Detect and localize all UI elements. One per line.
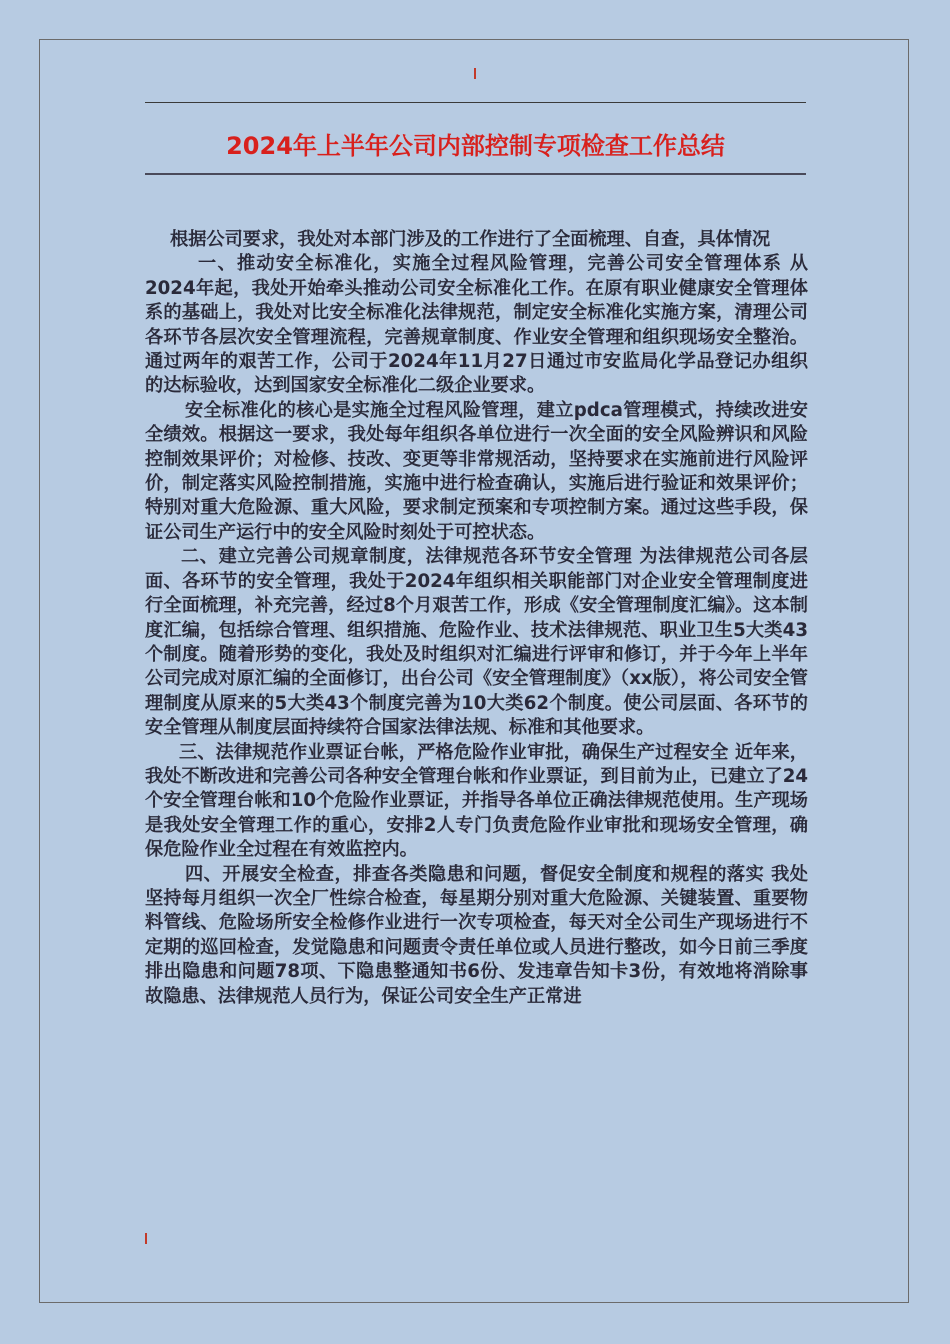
document-body — [145, 228, 808, 1009]
paragraph-section-4: 四、开展安全检查，排查各类隐患和问题，督促安全制度和规程的落实 我处坚持每月组织一次全厂性综合检查，每星期分别对重大危险源、关键装置、重要物料管线、危险场所安全检修作业进行一次专项检查，每天对全公司生产现场进行不定期的巡回检查，发觉隐患和问题责令责任单位或人员进行整改，如今日前三季度排出隐患和问题78项、下隐患整通知书6份、发违章告知卡3份，有效地将消除事故隐患、法律规范人员行为，保证公司安全生产正常进 — [145, 863, 808, 1007]
paragraph-intro: 根据公司要求，我处对本部门涉及的工作进行了全面梳理、自查，具体情况 — [170, 229, 771, 250]
paragraph-section-1: 一、推动安全标准化，实施全过程风险管理，完善公司安全管理体系 从2024年起，我处开始牵头推动公司安全标准化工作。在原有职业健康安全管理体系的基础上，我处对比安全标准化法律规范，制定安全标准化实施方案，清理公司各环节各层次安全管理流程，完善规章制度、作业安全管理和组织现场安全整治。通过两年的艰苦工作，公司于2024年11月27日通过市安监局化学品登记办组织的达标验收，达到国家安全标准化二级企业要求。 — [145, 253, 808, 397]
paragraph-section-2: 二、建立完善公司规章制度，法律规范各环节安全管理 为法律规范公司各层面、各环节的安全管理，我处于2024年组织相关职能部门对企业安全管理制度进行全面梳理，补充完善，经过8个月艰苦工作，形成《安全管理制度汇编》。这本制度汇编，包括综合管理、组织措施、危险作业、技术法律规范、职业卫生5大类43个制度。随着形势的变化，我处及时组织对汇编进行评审和修订，并于今年上半年公司完成对原汇编的全面修订，出台公司《安全管理制度》（xx版），将公司安全管理制度从原来的5大类43个制度完善为10大类62个制度。使公司层面、各环节的安全管理从制度层面持续符合国家法律法规、标准和其他要求。 — [145, 546, 808, 739]
paragraph-section-3: 三、法律规范作业票证台帐，严格危险作业审批，确保生产过程安全 近年来，我处不断改进和完善公司各种安全管理台帐和作业票证，到目前为止，已建立了24个安全管理台帐和10个危险作业票证，并指导各单位正确法律规范使用。生产现场是我处安全管理工作的重心，安排2人专门负责危险作业审批和现场安全管理，确保危险作业全过程在有效监控内。 — [145, 741, 808, 861]
title-underline — [145, 173, 806, 175]
document-title: 2024年上半年公司内部控制专项检查工作总结 — [226, 132, 725, 160]
header-cursor-mark — [474, 68, 476, 79]
paragraph-section-1-core: 安全标准化的核心是实施全过程风险管理，建立pdca管理模式，持续改进安全绩效。根据这一要求，我处每年组织各单位进行一次全面的安全风险辨识和风险控制效果评价；对检修、技改、变更等非常规活动，坚持要求在实施前进行风险评价，制定落实风险控制措施，实施中进行检查确认，实施后进行验证和效果评价；特别对重大危险源、重大风险，要求制定预案和专项控制方案。通过这些手段，保证公司生产运行中的安全风险时刻处于可控状态。 — [145, 399, 808, 543]
header-rule — [145, 102, 806, 103]
footer-cursor-mark — [145, 1233, 147, 1244]
